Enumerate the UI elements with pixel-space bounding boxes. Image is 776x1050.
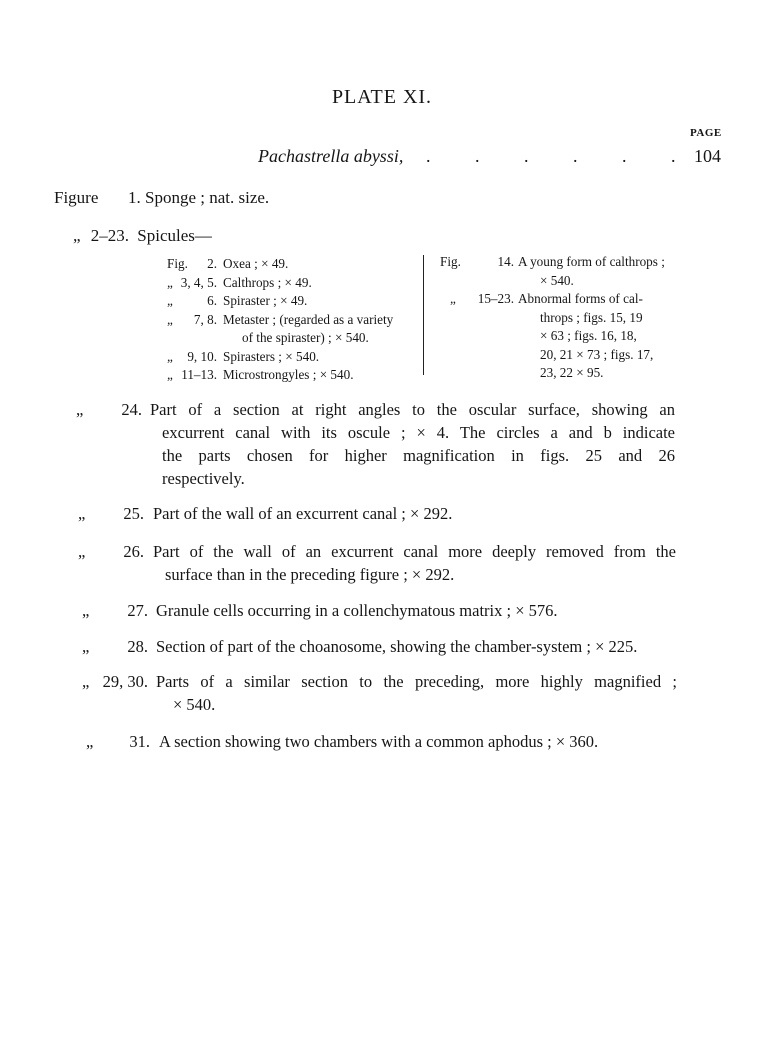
figure-number: 31. bbox=[129, 732, 150, 751]
figure-number: 25. bbox=[123, 504, 144, 523]
ditto-mark: „ bbox=[167, 367, 173, 382]
figure-number: 26. bbox=[123, 542, 144, 561]
fig-text-cont: 23, 22 × 95. bbox=[540, 365, 604, 380]
figure-text: Sponge ; nat. size. bbox=[145, 188, 270, 207]
plate-title: PLATE XI. bbox=[331, 86, 433, 108]
figure-text-line: Section of part of the choanosome, showing the chamber-system ; × 225. bbox=[156, 637, 638, 656]
dot-leader: . . . . . . bbox=[426, 146, 676, 166]
fig-number: 6. bbox=[207, 293, 217, 308]
spicule-list-right bbox=[440, 253, 680, 383]
fig-number: 3, 4, 5. bbox=[180, 274, 217, 290]
figure-number: 2–23. bbox=[90, 226, 130, 245]
list-item-continuation bbox=[440, 346, 680, 365]
ditto-mark: „ bbox=[82, 601, 90, 620]
species-row bbox=[258, 146, 721, 167]
fig-number: 15–23. bbox=[477, 291, 514, 306]
figure-text-line: Part of the wall of an excurrent canal more deeply removed from the bbox=[153, 542, 676, 561]
ditto-mark: „ bbox=[86, 732, 94, 751]
figure-text-line: Part of the wall of an excurrent canal ; × 292. bbox=[153, 504, 453, 523]
fig-text: Oxea ; × 49. bbox=[223, 256, 289, 271]
fig-text: Abnormal forms of cal- bbox=[518, 291, 643, 306]
fig-text: Spirasters ; × 540. bbox=[223, 348, 320, 364]
figure-number: 28. bbox=[127, 637, 148, 656]
list-item-continuation bbox=[440, 327, 680, 346]
page-column-label: PAGE bbox=[690, 127, 722, 139]
fig-text-cont: × 540. bbox=[540, 272, 574, 288]
figure-number: 29, 30. bbox=[102, 672, 148, 691]
ditto-mark: „ bbox=[450, 291, 456, 306]
figure-text: Spicules— bbox=[137, 226, 212, 245]
figure-number: 1. bbox=[128, 188, 141, 207]
ditto-mark: „ bbox=[73, 226, 81, 245]
figure-number: 27. bbox=[127, 601, 148, 620]
list-item-continuation bbox=[440, 272, 680, 291]
figure-number: 24. bbox=[121, 400, 142, 419]
spicule-list-left bbox=[167, 255, 417, 385]
list-item bbox=[167, 292, 417, 311]
species-page-number: 104 bbox=[694, 146, 721, 166]
figure-text-line: Part of a section at right angles to the oscular surface, showing an bbox=[150, 400, 675, 419]
fig-text: Spiraster ; × 49. bbox=[223, 293, 308, 308]
ditto-mark: „ bbox=[82, 637, 90, 656]
fig-prefix: Fig. bbox=[167, 256, 188, 271]
fig-text: Calthrops ; × 49. bbox=[223, 274, 312, 290]
fig-text-cont: throps ; figs. 15, 19 bbox=[540, 309, 643, 325]
figure-text-line: excurrent canal with its oscule ; × 4. The circles a and b indicate bbox=[162, 423, 675, 442]
fig-prefix: Fig. bbox=[440, 254, 461, 269]
list-item bbox=[167, 311, 417, 330]
ditto-mark: „ bbox=[167, 311, 173, 327]
figure-text-line: surface than in the preceding figure ; × 292. bbox=[165, 565, 455, 584]
figure-1-entry bbox=[54, 188, 269, 208]
ditto-mark: „ bbox=[82, 672, 90, 691]
fig-number: 9, 10. bbox=[187, 348, 217, 364]
figure-2-23-entry bbox=[73, 226, 212, 246]
column-divider bbox=[423, 255, 424, 375]
list-item-continuation bbox=[440, 364, 680, 383]
ditto-mark: „ bbox=[167, 293, 173, 308]
list-item bbox=[440, 290, 680, 309]
list-item bbox=[440, 253, 680, 272]
figure-text-line: Parts of a similar section to the preceding, more highly magnified ; bbox=[156, 672, 677, 691]
figure-text-line: A section showing two chambers with a common aphodus ; × 360. bbox=[159, 732, 599, 751]
ditto-mark: „ bbox=[76, 400, 84, 419]
fig-text-cont: 20, 21 × 73 ; figs. 17, bbox=[540, 346, 654, 362]
figure-text-line: Granule cells occurring in a collenchymatous matrix ; × 576. bbox=[156, 601, 558, 620]
figure-text-line: the parts chosen for higher magnification in figs. 25 and 26 bbox=[162, 446, 675, 465]
fig-text-cont: of the spiraster) ; × 540. bbox=[242, 330, 369, 345]
list-item-continuation bbox=[167, 329, 417, 348]
list-item bbox=[167, 274, 417, 293]
fig-number: 11–13. bbox=[181, 367, 217, 382]
list-item bbox=[167, 348, 417, 367]
ditto-mark: „ bbox=[167, 274, 173, 290]
figure-text-line: respectively. bbox=[162, 469, 245, 488]
ditto-mark: „ bbox=[167, 348, 173, 364]
fig-text: Metaster ; (regarded as a variety bbox=[223, 311, 394, 327]
fig-number: 14. bbox=[497, 254, 514, 269]
species-name: Pachastrella abyssi, bbox=[258, 146, 404, 166]
fig-text: A young form of calthrops ; bbox=[518, 254, 665, 269]
figure-label: Figure bbox=[54, 188, 99, 207]
fig-text: Microstrongyles ; × 540. bbox=[223, 367, 354, 382]
fig-number: 7, 8. bbox=[193, 311, 217, 327]
ditto-mark: „ bbox=[78, 504, 86, 523]
ditto-mark: „ bbox=[78, 542, 86, 561]
list-item bbox=[167, 255, 417, 274]
list-item-continuation bbox=[440, 309, 680, 328]
fig-text-cont: × 63 ; figs. 16, 18, bbox=[540, 328, 637, 343]
figure-text-line: × 540. bbox=[173, 695, 216, 714]
list-item bbox=[167, 366, 417, 385]
fig-number: 2. bbox=[207, 256, 217, 271]
